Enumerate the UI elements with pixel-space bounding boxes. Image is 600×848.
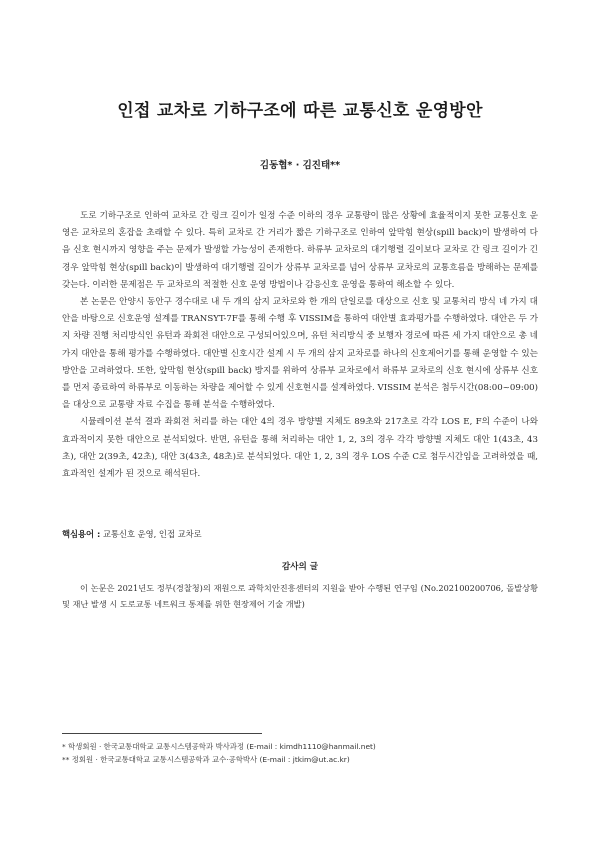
keywords-value: 교통신호 운영, 인접 교차로 — [102, 529, 202, 539]
abstract-paragraph-3: 시뮬레이션 분석 결과 좌회전 처리를 하는 대안 4의 경우 방향별 지체도 89초와 217초로 각각 LOS E, F의 수준이 나와 효과적이지 못한 대안으로 분석되었다. 반면, 유턴을 통해 처리하는 대안 1, 2, 3의 경우 각각 방향별 지체도 대안 1(43초, 43초), 대안 2(39초, 42초), 대안 3(43초, 48초)로 분석되었다. 대안 1, 2, 3의 경우 LOS 수준 C로 첨두시간임을 고려하였을 때, 효과적인 설계가 된 것으로 해석된다. — [62, 417, 538, 480]
footnote-1: * 학생회원 · 한국교통대학교 교통시스템공학과 박사과정 (E-mail : kimdh1110@hanmail.net) — [62, 742, 376, 751]
paper-title: 인접 교차로 기하구조에 따른 교통신호 운영방안 — [117, 101, 483, 121]
acknowledgement-text: 이 논문은 2021년도 정부(경찰청)의 재원으로 과학치안진흥센터의 지원을 받아 수행된 연구임 (No.202100200706, 돌발상황 및 재난 발생 시 도로교통 네트워크 통제를 위한 현장제어 기술 개발) — [62, 583, 538, 609]
footnotes — [62, 740, 538, 766]
author-line: 김동협* · 김진태** — [259, 160, 341, 171]
abstract-paragraph-1: 도로 기하구조로 인하여 교차로 간 링크 길이가 일정 수준 이하의 경우 교통량이 많은 상황에 효율적이지 못한 교통신호 운영은 교차로의 혼잡을 초래할 수 있다. 특히 교차로 간 거리가 짧은 기하구조로 인하여 앞막힘 현상(spill back)이 발생하여 다음 신호 현시까지 영향을 주는 문제가 발생할 가능성이 존재한다. 하류부 교차로의 대기행렬 길이보다 교차로 간 링크 길이가 긴 경우 앞막힘 현상(spill back)이 발생하여 대기행렬 길이가 상류부 교차로를 넘어 상류부 교차로의 교통흐름을 방해하는 문제를 갖는다. 이러한 문제점은 두 교차로의 적절한 신호 운영 방법이나 감응신호 운영을 통하여 해소할 수 있다. — [62, 211, 538, 290]
keywords — [62, 528, 538, 540]
abstract — [62, 208, 538, 483]
footnote-divider — [62, 733, 262, 734]
acknowledgement-heading: 감사의 글 — [281, 562, 319, 572]
abstract-paragraph-2: 본 논문은 안양시 동안구 경수대로 내 두 개의 삼지 교차로와 한 개의 단일로를 대상으로 신호 및 교통처리 방식 네 가지 대안을 바탕으로 신호운영 설계를 TRANSYT-7F를 통해 수행 후 VISSIM을 통하여 대안별 효과평가를 수행하였다. 대안은 두 가지 차량 진행 처리방식인 유턴과 좌회전 대안으로 구성되어있으며, 유턴 처리방식 중 보행자 경로에 따른 세 가지 대안으로 총 네 가지 대안을 통해 평가를 수행하였다. 대안별 신호시간 설계 시 두 개의 삼지 교차로를 하나의 신호제어기를 통해 운영할 수 있는 방안을 고려하였다. 또한, 앞막힘 현상(spill back) 방지를 위하여 상류부 교차로에서 하류부 교차로의 신호 현시에 상류부 신호를 먼저 종료하여 하류부로 이동하는 차량을 제어할 수 있게 신호현시를 설계하였다. VISSIM 분석은 첨두시간(08:00~09:00)을 대상으로 교통량 자료 수집을 통해 분석을 수행하였다. — [62, 297, 538, 411]
footnote-2: ** 정회원 · 한국교통대학교 교통시스템공학과 교수·공학박사 (E-mail : jtkim@ut.ac.kr) — [62, 755, 350, 764]
keywords-label: 핵심용어 : — [62, 529, 101, 539]
